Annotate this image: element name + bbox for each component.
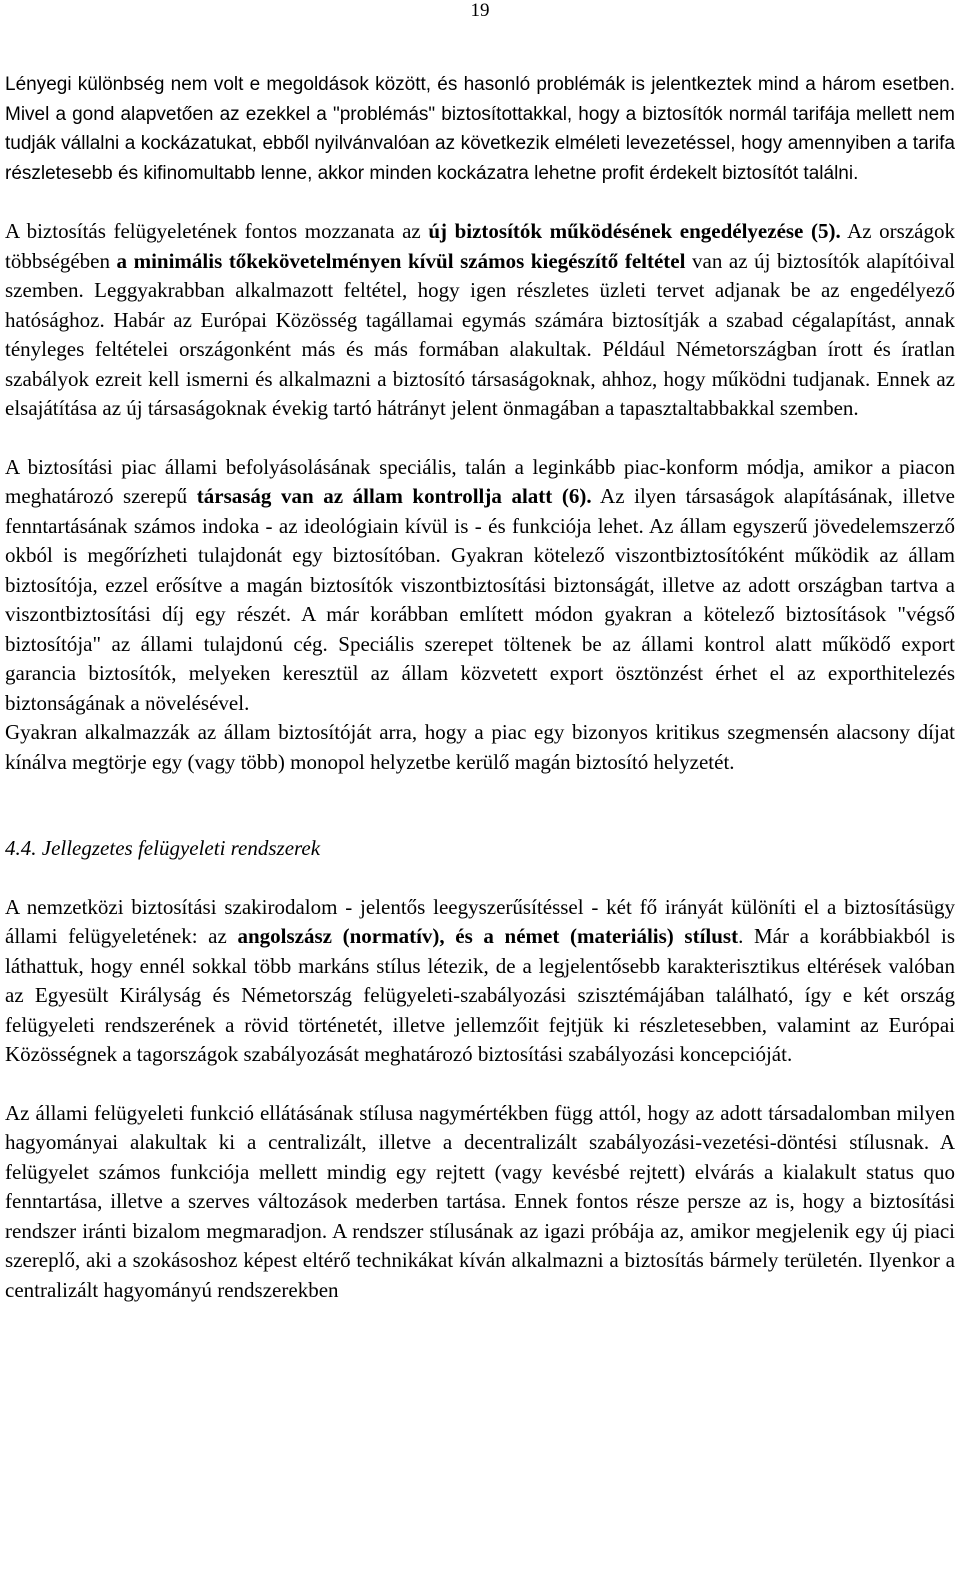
text-run: . Már a korábbiakból is láthattuk, hogy ennél sokkal több markáns stílus létezik, de a legjelentősebb karakterisztikus eltérések valóban az Egyesült Királyság és Németország felügyeleti-szabályozási szisztémájában található, így e két ország felügyeleti rendszerének a rövid történetét, illetve jellemzőit fejtjük ki részletesebben, valamint az Európai Közösségnek a tagországok szabályozását meghatározó biztosítási szabályozási koncepcióját. [5,924,956,1066]
text-run: Az ilyen társaságok alapításának, illetve fenntartásának számos indoka - az ideológiain kívül is - és funkciója lehet. Az állam egyszerű jövedelemszerző okból is megőrízheti tulajdonát egy biztosítóban. Gyakran kötelező viszontbiztosítóként működik az állam biztosítója, ezzel erősítve a magán biztosítók viszontbiztosítási biztonságát, illetve az adott országban tartva a viszontbiztosítási díj egy részét. A már korábban említett módon gyakran a kötelező biztosítások "végső biztosítója" az állami tulajdonú cég. Speciális szerepet töltenek be az állami kontrol alatt működő export garancia biztosítók, melyeken keresztül az állam közvetett export ösztönzést érhet el az exporthitelezés biztonságának a növelésével. [5,484,955,715]
text-run: A nemzetközi biztosítási szakirodalom - jelentős leegyszerűsítéssel - két fő irányát különíti el a biztosításügy állami felügyeletének: az [5,894,955,948]
bold-run: a minimális tőkekövetelményen kívül számos kiegészítő feltétel [116,248,686,273]
bold-run: angolszász (normatív), és a német (materiális) stílust [237,924,739,948]
section-heading: 4.4. Jellegzetes felügyeleti rendszerek [5,836,321,860]
paragraph-intro: Lényegi különbség nem volt e megoldások között, és hasonló problémák is jelentkeztek mind a három esetben. Mivel a gond alapvetően az ezekkel a "problémás" biztosítottakkal, hogy a biztosítók normál tarifája mellett nem tudják vállalni a kockázatukat, ebből nyilvánvalóan az következik elméleti levezetéssel, hogy amennyiben a tarifa részletesebb és kifinomultabb lenne, akkor minden kockázatra lehetne profit érdekelt biztosítót találni. [5,74,955,184]
text-run: A biztosítási piac állami befolyásolásának speciális, talán a leginkább piac-konform módja, amikor a piacon meghatározó szerepű [5,454,955,508]
paragraph-supervision-style: Az állami felügyeleti funkció ellátásának stílusa nagymértékben függ attól, hogy az adott társadalomban milyen hagyományai alakultak ki a centralizált, illetve a decentralizált szabályozási-vezetési-döntési stílusnak. A felügyelet számos funkciója mellett mindig egy rejtett (vagy kevésbé rejtett) elvárás a kialakult status quo fenntartása, illetve a szerves változások mederben tartása. Ennek fontos része persze az is, hogy a biztosítási rendszer iránti bizalom megmaradjon. A rendszer stílusának az igazi próbája az, amikor megjelenik egy új piaci szereplő, aki a szokásoshoz képest eltérő technikákat kíván alkalmazni a biztosítás bármely területén. Ilyenkor a centralizált hagyományú rendszerekben [5,1100,955,1302]
document-body [5,70,955,1305]
paragraph-state-control [5,453,955,719]
text-run: van az új biztosítók alapítóival szemben. Leggyakrabban alkalmazott feltétel, hogy igen részletes üzleti tervet adjanak be az engedélyező hatósághoz. Habár az Európai Közösség tagállamai egymás számára biztosítják a szabad cégalapítást, annak tényleges feltételei országonként más és más formában alakultak. Például Németországban írott és íratlan szabályok ezreit kell ismerni és alkalmazni a biztosító társaságoknak, ahhoz, hogy működni tudjanak. Ennek az elsajátítása az új társaságoknak évekig tartó hátrányt jelent önmagában a tapasztaltabbakkal szemben. [5,248,955,420]
bold-run: új biztosítók működésének engedélyezése (5). [428,219,841,243]
text-run: A biztosítás felügyeletének fontos mozzanata az [5,219,429,243]
text-run: Az országok többségében [5,219,955,273]
paragraph-monopoly: Gyakran alkalmazzák az állam biztosítóját arra, hogy a piac egy bizonyos kritikus szegmensén alacsony díjat kínálva megtörje egy (vagy több) monopol helyzetbe kerülő magán biztosító helyzetét. [5,720,955,774]
bold-run: társaság van az állam kontrollja alatt (6). [196,484,592,508]
page-number: 19 [470,0,490,21]
paragraph-styles [5,893,955,1070]
paragraph-licensing [5,217,955,424]
